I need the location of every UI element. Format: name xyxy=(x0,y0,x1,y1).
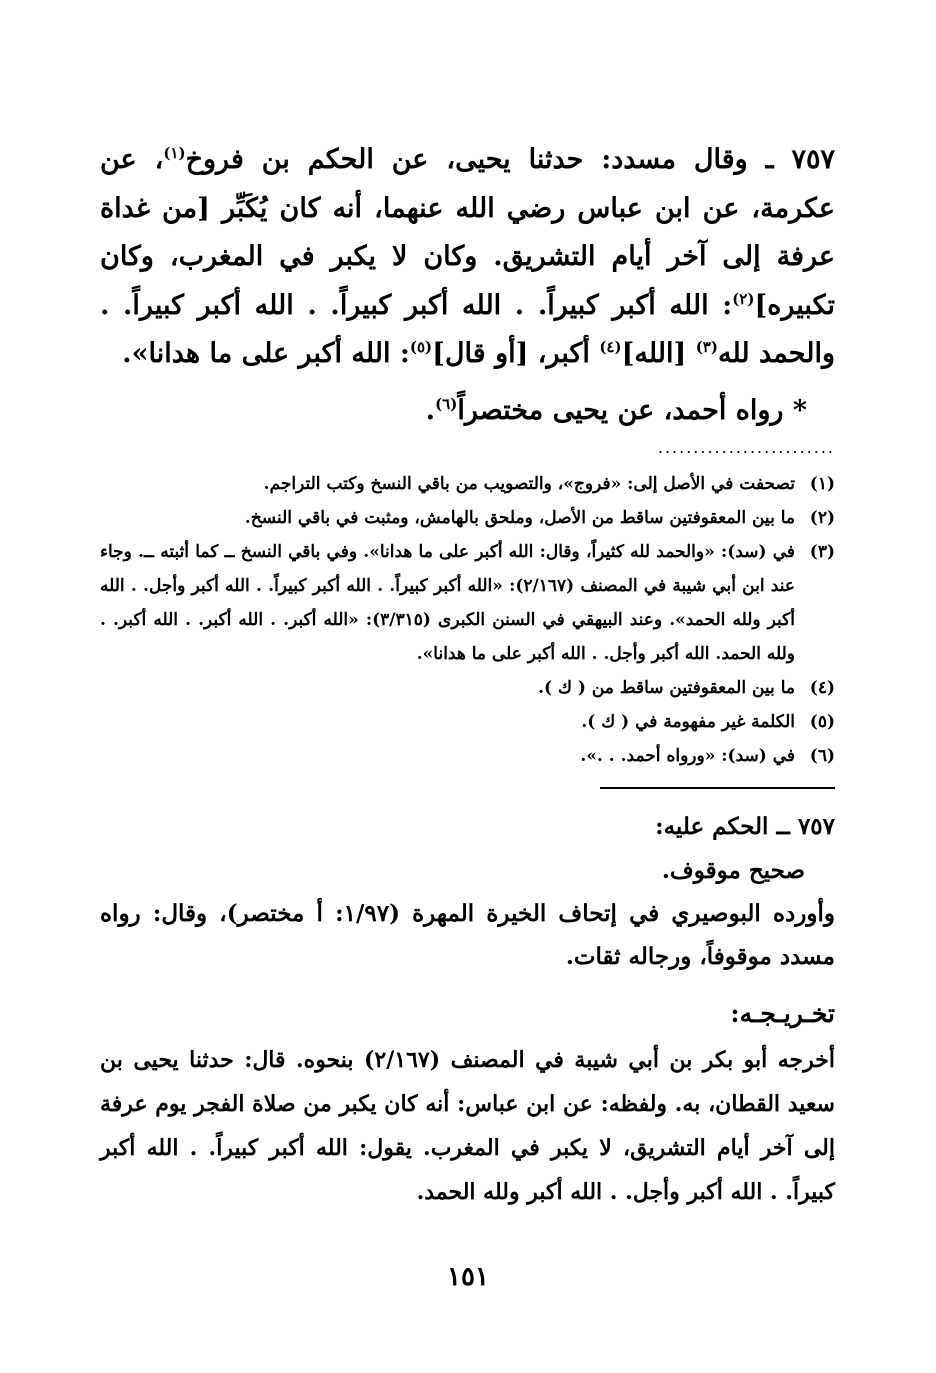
hadith-segment: : الله أكبر كبيراً. . الله أكبر كبيراً. . الله أكبر كبيراً. . والحمد لله xyxy=(100,289,835,369)
section-divider xyxy=(600,787,835,789)
book-page xyxy=(100,136,835,1214)
footnote-text: الكلمة غير مفهومة في ( ك ). xyxy=(581,711,795,732)
footnote-ref: (٤) xyxy=(599,338,622,356)
footnote-text: ما بين المعقوفتين ساقط من الأصل، وملحق بالهامش، ومثبت في باقي النسخ. xyxy=(244,507,795,528)
footnote-item xyxy=(100,467,835,501)
takhrij-body: أخرجه أبو بكر بن أبي شيبة في المصنف (٢/١٦٧) بنحوه. قال: حدثنا يحيى بن سعيد القطان، به. ولفظه: عن ابن عباس: أنه كان يكبر من صلاة الفجر يوم عرفة إلى آخر أيام التشريق، لا يكبر في المغرب. يقول: الله أكبر كبيراً. . الله أكبر كبيراً. . الله أكبر وأجل. . الله أكبر ولله الحمد. xyxy=(100,1046,836,1205)
footnote-item xyxy=(100,705,835,739)
footnote-ref: (٥) xyxy=(409,338,433,356)
page-number: ١٥١ xyxy=(447,1262,489,1292)
hadith-segment: أكبر، [أو قال] xyxy=(432,338,600,369)
hadith-segment: ـ وقال مسدد: حدثنا يحيى، عن الحكم بن فروخ xyxy=(185,144,792,175)
footnote-item xyxy=(100,535,835,671)
verdict-body-text: وأورده البوصيري في إتحاف الخيرة المهرة (١/٩٧: أ مختصر)، وقال: رواه مسدد موقوفاً، ورجاله ثقات. xyxy=(100,899,835,970)
footnote-item xyxy=(100,739,835,773)
footnote-text: في (سد): «والحمد لله كثيراً، وقال: الله أكبر على ما هدانا». وفي باقي النسخ ــ كما أثبته ــ. وجاء عند ابن أبي شيبة في المصنف (٢/١٦٧): «الله أكبر كبيراً. . الله أكبر كبيراً. . الله أكبر وأجل. . الله أكبر ولله الحمد». وعند البيهقي في السنن الكبرى (٣/٣١٥): «الله أكبر. . الله أكبر. . الله أكبر. . ولله الحمد. الله أكبر وأجل. . الله أكبر على ما هدانا». xyxy=(100,541,795,664)
hadith-segment: [الله] xyxy=(621,338,696,369)
verdict-body xyxy=(100,892,835,978)
footnote-item xyxy=(100,671,835,705)
narration-text: * رواه أحمد، عن يحيى مختصراً xyxy=(457,394,807,426)
footnote-number: (٥) xyxy=(809,711,835,732)
footnote-item xyxy=(100,501,835,535)
footnote-separator: ......................... xyxy=(657,440,835,455)
footnote-text: في (سد): «ورواه أحمد. . .». xyxy=(580,745,795,766)
footnote-ref: (٣) xyxy=(695,338,718,356)
footnote-number: (١) xyxy=(809,473,835,494)
verdict-heading: ٧٥٧ ــ الحكم عليه: xyxy=(655,812,835,840)
hadith-segment: ، عن عكرمة، عن ابن عباس رضي الله عنهما، أنه كان يُكَبِّر [من غداة عرفة إلى آخر أيام التشريق. وكان لا يكبر في المغرب، وكان تكبيره] xyxy=(100,144,835,321)
footnote-number: (٦) xyxy=(809,745,835,766)
footnote-text: تصحفت في الأصل إلى: «فروج»، والتصويب من باقي النسخ وكتب التراجم. xyxy=(263,473,795,494)
takhrij-heading: تخـريـجـه: xyxy=(730,998,835,1028)
narration-end: . xyxy=(425,394,436,426)
footnote-number: (٣) xyxy=(809,541,835,562)
verdict-status: صحيح موقوف. xyxy=(661,856,805,884)
narration-line xyxy=(100,387,807,435)
footnote-list xyxy=(100,467,835,773)
hadith-number: ٧٥٧ xyxy=(791,144,835,175)
footnote-number: (٢) xyxy=(809,507,835,528)
footnote-number: (٤) xyxy=(809,677,835,698)
hadith-text xyxy=(100,136,835,379)
footnote-ref: (١) xyxy=(163,144,186,162)
footnote-text: ما بين المعقوفتين ساقط من ( ك ). xyxy=(538,677,795,698)
footnote-ref: (٢) xyxy=(732,289,755,308)
hadith-segment: : الله أكبر على ما هدانا». xyxy=(122,338,410,369)
footnote-ref: (٦) xyxy=(435,394,458,413)
